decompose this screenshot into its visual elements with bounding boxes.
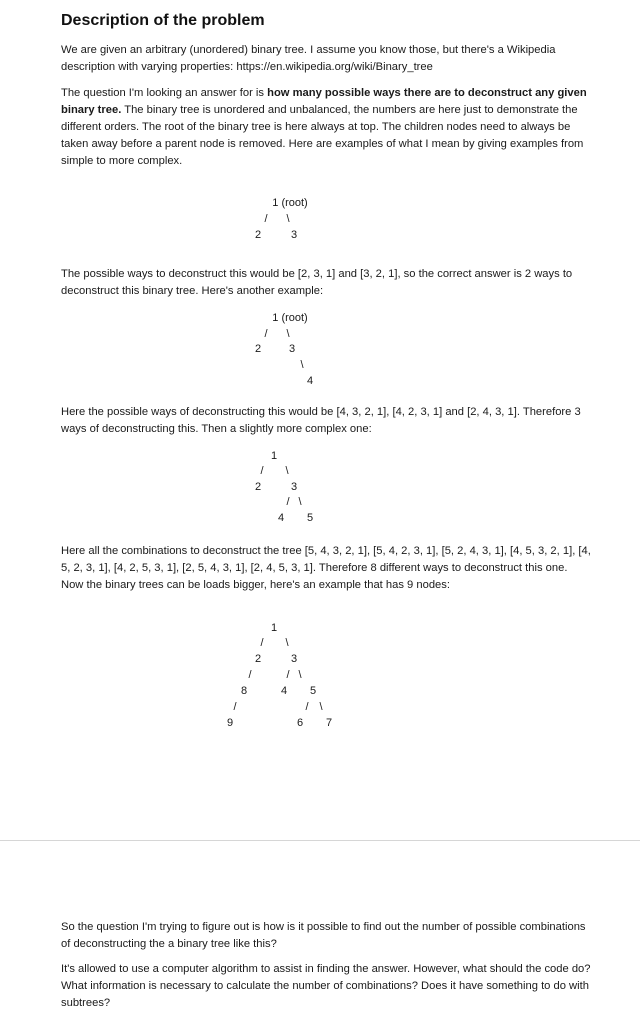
- page-title: Description of the problem: [61, 12, 265, 29]
- tree-edge: /: [248, 669, 252, 681]
- tree-edge: \: [285, 637, 289, 649]
- tree-node: 9: [226, 717, 234, 729]
- tree-node: 5: [309, 685, 317, 697]
- tree-edge: \: [298, 496, 302, 508]
- tree-edge: /: [260, 637, 264, 649]
- tree-node: 2: [254, 481, 262, 493]
- tree-node: 3: [288, 343, 296, 355]
- tree-edge: \: [286, 328, 290, 340]
- question-bold: how many possible ways there are to deconstruct any given binary tree.: [61, 87, 587, 116]
- tree-node: 2: [254, 653, 262, 665]
- intro-paragraph: We are given an arbitrary (unordered) binary tree. I assume you know those, but there's a Wikipedia description with varying properties: https://en.wikipedia.org/wiki/Binary_tree: [61, 44, 556, 73]
- example2-paragraph: Here the possible ways of deconstructing this would be [4, 3, 2, 1], [4, 2, 3, 1] and [2, 4, 3, 1]. Therefore 3 ways of deconstructing this. Then a slightly more complex one:: [61, 406, 581, 435]
- tree-node: 4: [277, 512, 285, 524]
- tree-node: 6: [296, 717, 304, 729]
- tree-node: 8: [240, 685, 248, 697]
- tree-edge: /: [264, 213, 268, 225]
- tree-edge: \: [298, 669, 302, 681]
- example3-paragraph: Here all the combinations to deconstruct the tree [5, 4, 3, 2, 1], [5, 4, 2, 3, 1], [5, 2, 4, 3, 1], [4, 5, 3, 2, 1], [4, 5, 2, 3, 1], [4, 2, 5, 3, 1], [2, 5, 4, 3, 1], [2, 4, 5, 3, 1]. Therefore 8 different ways to deconstruct this one. Now the binary trees can be loads bigger, here's an example that has 9 nodes:: [61, 545, 591, 591]
- tree-node: 5: [306, 512, 314, 524]
- tree-node: 4: [280, 685, 288, 697]
- tree-node-root: 1: [270, 450, 278, 462]
- tree-node: 3: [290, 653, 298, 665]
- closing-paragraph-1: So the question I'm trying to figure out is how is it possible to find out the number of possible combinations of deconstructing the a binary tree like this?: [61, 921, 586, 950]
- tree-edge: \: [286, 213, 290, 225]
- tree-node: 4: [306, 375, 314, 387]
- question-lead: The question I'm looking an answer for is: [61, 87, 268, 99]
- example1-paragraph: The possible ways to deconstruct this would be [2, 3, 1] and [3, 2, 1], so the correct answer is 2 ways to deconstruct this binary tree. Here's another example:: [61, 268, 573, 297]
- tree-node-root: 1 (root): [272, 312, 308, 324]
- tree-edge: /: [286, 669, 290, 681]
- tree-edge: /: [233, 701, 237, 713]
- tree-node: 3: [290, 481, 298, 493]
- tree-node: 3: [290, 229, 298, 241]
- tree-edge: \: [300, 359, 304, 371]
- tree-node-root: 1: [270, 622, 278, 634]
- tree-edge: \: [319, 701, 323, 713]
- tree-node: 2: [254, 343, 262, 355]
- tree-edge: /: [260, 465, 264, 477]
- tree-edge: /: [264, 328, 268, 340]
- tree-edge: \: [285, 465, 289, 477]
- tree-edge: /: [305, 701, 309, 713]
- tree-node: 7: [325, 717, 333, 729]
- page-divider: [0, 840, 640, 841]
- tree-edge: /: [286, 496, 290, 508]
- closing-paragraph-2: It's allowed to use a computer algorithm to assist in finding the answer. However, what should the code do? What information is necessary to calculate the number of combinations? Does it have something to do with subtrees?: [61, 963, 591, 1009]
- tree-node: 2: [254, 229, 262, 241]
- question-rest: The binary tree is unordered and unbalanced, the numbers are here just to demonstrate the different orders. The root of the binary tree is here always at top. The children nodes need to always be taken away before a parent node is removed. Here are examples of what I mean by giving examples from simple to more complex.: [61, 104, 584, 167]
- tree-node-root: 1 (root): [272, 197, 308, 209]
- question-paragraph: [61, 85, 591, 170]
